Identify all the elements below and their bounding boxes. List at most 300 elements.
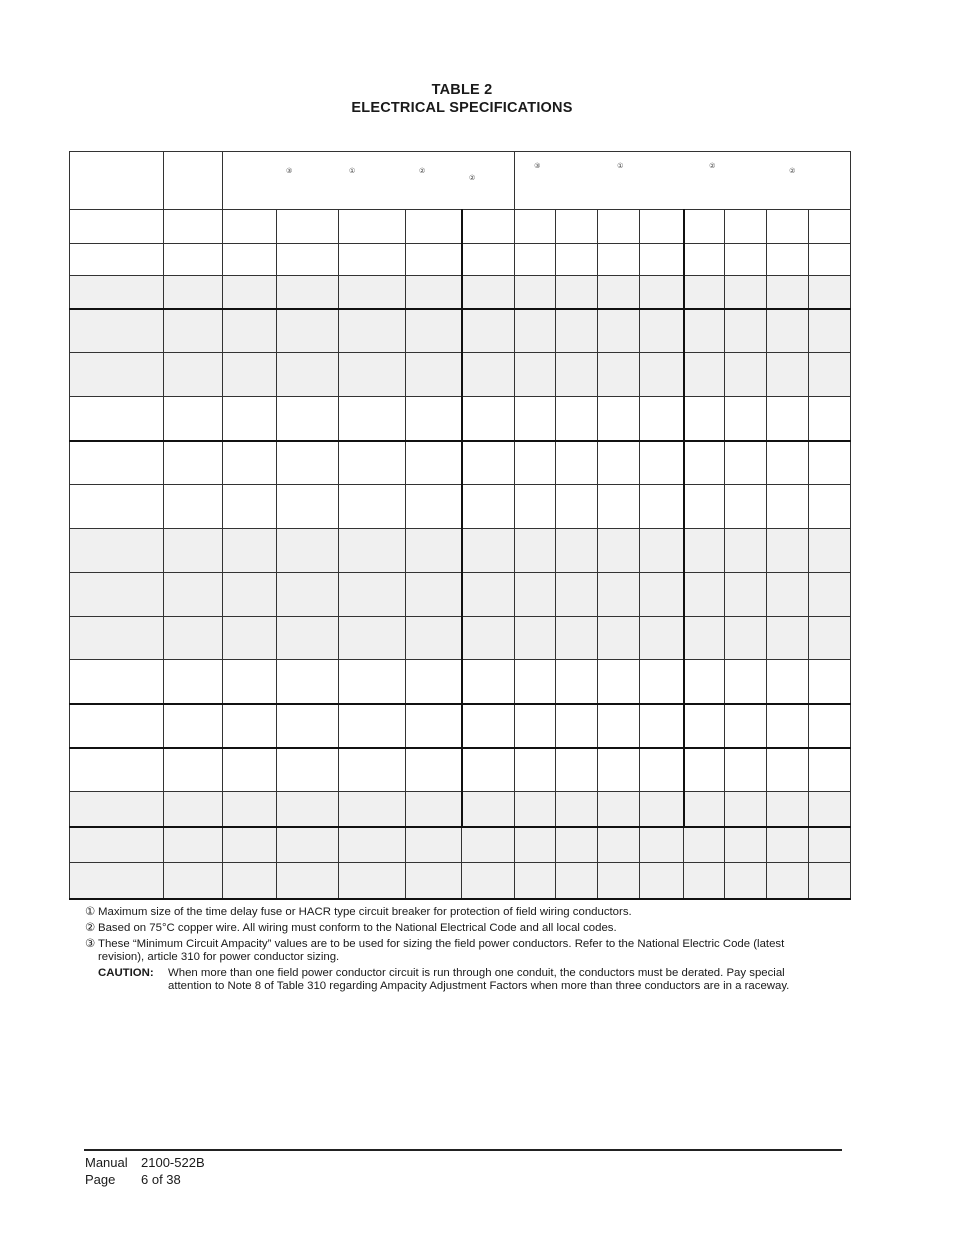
table-cell xyxy=(223,210,277,243)
table-cell xyxy=(339,572,406,616)
table-cell xyxy=(725,441,767,485)
table-label: TABLE 2 xyxy=(431,82,493,98)
footnote-marker: ③ xyxy=(534,162,541,170)
table-cell xyxy=(515,309,556,353)
table-cell xyxy=(339,243,406,275)
table-cell xyxy=(598,309,640,353)
table-cell xyxy=(223,485,277,529)
table-row xyxy=(70,704,851,748)
table-cell xyxy=(684,572,725,616)
table-cell xyxy=(462,485,515,529)
header-cell-model xyxy=(70,152,164,210)
footnote-marker: ① xyxy=(349,167,356,175)
table-cell xyxy=(70,704,164,748)
table-cell xyxy=(70,397,164,441)
table-cell xyxy=(809,827,851,862)
table-cell xyxy=(809,397,851,441)
table-cell xyxy=(70,485,164,529)
table-cell xyxy=(462,243,515,275)
table-cell xyxy=(277,309,339,353)
table-cell xyxy=(640,276,684,309)
table-cell xyxy=(515,485,556,529)
table-cell xyxy=(223,862,277,899)
table-cell xyxy=(406,309,462,353)
table-cell xyxy=(684,353,725,397)
table-cell xyxy=(515,660,556,704)
table-cell xyxy=(406,862,462,899)
table-row xyxy=(70,862,851,899)
table-cell xyxy=(339,210,406,243)
table-cell xyxy=(809,528,851,572)
table-cell xyxy=(684,309,725,353)
table-cell xyxy=(640,353,684,397)
table-cell xyxy=(598,616,640,660)
table-cell xyxy=(70,353,164,397)
table-cell xyxy=(684,243,725,275)
table-row xyxy=(70,528,851,572)
table-cell xyxy=(223,243,277,275)
table-cell xyxy=(164,748,223,792)
table-cell xyxy=(556,827,598,862)
table-cell xyxy=(462,616,515,660)
table-cell xyxy=(462,276,515,309)
caution-label: CAUTION: xyxy=(98,966,154,979)
table-cell xyxy=(598,572,640,616)
table-row xyxy=(70,791,851,826)
table-row xyxy=(70,660,851,704)
table-cell xyxy=(556,397,598,441)
table-cell xyxy=(406,572,462,616)
table-cell xyxy=(598,660,640,704)
table-cell xyxy=(598,276,640,309)
table-cell xyxy=(725,397,767,441)
table-row xyxy=(70,397,851,441)
table-cell xyxy=(223,827,277,862)
table-row xyxy=(70,210,851,243)
table-cell xyxy=(164,572,223,616)
table-cell xyxy=(406,791,462,826)
table-cell xyxy=(515,704,556,748)
table-cell xyxy=(339,827,406,862)
table-cell xyxy=(515,791,556,826)
table-cell xyxy=(223,791,277,826)
table-cell xyxy=(725,485,767,529)
table-cell xyxy=(725,276,767,309)
table-cell xyxy=(725,572,767,616)
table-cell xyxy=(556,243,598,275)
table-cell xyxy=(684,791,725,826)
table-cell xyxy=(767,748,809,792)
table-cell xyxy=(556,791,598,826)
footnote-marker: ② xyxy=(789,167,796,175)
table-cell xyxy=(223,748,277,792)
table-cell xyxy=(725,791,767,826)
table-cell xyxy=(462,827,515,862)
table-cell xyxy=(684,748,725,792)
table-cell xyxy=(598,827,640,862)
table-cell xyxy=(462,862,515,899)
table-cell xyxy=(406,210,462,243)
table-cell xyxy=(406,528,462,572)
table-row xyxy=(70,572,851,616)
table-cell xyxy=(277,210,339,243)
table-cell xyxy=(277,572,339,616)
table-heading xyxy=(0,82,924,117)
table-cell xyxy=(725,748,767,792)
table-cell xyxy=(725,353,767,397)
table-cell xyxy=(809,704,851,748)
table-cell xyxy=(640,704,684,748)
table-cell xyxy=(164,309,223,353)
table-cell xyxy=(339,397,406,441)
table-cell xyxy=(70,528,164,572)
table-cell xyxy=(684,704,725,748)
table-cell xyxy=(809,616,851,660)
table-cell xyxy=(515,827,556,862)
table-cell xyxy=(809,353,851,397)
table-cell xyxy=(462,660,515,704)
table-cell xyxy=(684,616,725,660)
table-cell xyxy=(339,309,406,353)
table-cell xyxy=(684,862,725,899)
table-cell xyxy=(556,572,598,616)
table-cell xyxy=(725,660,767,704)
table-row xyxy=(70,827,851,862)
manual-number: 2100-522B xyxy=(141,1155,205,1170)
table-cell xyxy=(767,827,809,862)
table-cell xyxy=(684,485,725,529)
table-cell xyxy=(556,616,598,660)
footnote-text: These “Minimum Circuit Ampacity” values are to be used for sizing the field power conductors. Refer to the National Electric Code (latest revision), article 310 for power conductor sizing. xyxy=(98,937,785,963)
table-cell xyxy=(556,309,598,353)
header-cell-rated-volts xyxy=(164,152,223,210)
header-group-single-circuit xyxy=(223,152,515,210)
table-cell xyxy=(556,441,598,485)
table-cell xyxy=(339,441,406,485)
table-cell xyxy=(767,572,809,616)
electrical-specifications-table xyxy=(69,151,851,900)
table-cell xyxy=(70,827,164,862)
table-cell xyxy=(515,862,556,899)
footer-page-line xyxy=(85,1171,205,1188)
table-cell xyxy=(164,704,223,748)
table-cell xyxy=(725,210,767,243)
footnotes xyxy=(85,906,830,993)
table-cell xyxy=(70,862,164,899)
table-cell xyxy=(767,528,809,572)
table-cell xyxy=(556,528,598,572)
table-cell xyxy=(277,791,339,826)
table-cell xyxy=(767,353,809,397)
footer-divider xyxy=(84,1149,842,1151)
table-cell xyxy=(406,397,462,441)
table-cell xyxy=(515,243,556,275)
table-cell xyxy=(339,660,406,704)
table-cell xyxy=(767,862,809,899)
table-row xyxy=(70,748,851,792)
table-cell xyxy=(339,748,406,792)
table-cell xyxy=(462,572,515,616)
table-cell xyxy=(684,441,725,485)
table-cell xyxy=(640,616,684,660)
table-cell xyxy=(277,528,339,572)
table-cell xyxy=(339,528,406,572)
table-cell xyxy=(640,572,684,616)
table-cell xyxy=(406,827,462,862)
table-cell xyxy=(164,791,223,826)
table-cell xyxy=(809,791,851,826)
footnote-2 xyxy=(85,922,830,935)
footer-manual-line xyxy=(85,1154,205,1171)
table-header-row xyxy=(70,152,851,210)
table-cell xyxy=(767,616,809,660)
table-cell xyxy=(223,528,277,572)
table-cell xyxy=(223,660,277,704)
table-cell xyxy=(556,210,598,243)
table-cell xyxy=(164,616,223,660)
table-cell xyxy=(339,791,406,826)
table-cell xyxy=(70,210,164,243)
table-cell xyxy=(515,572,556,616)
table-cell xyxy=(223,353,277,397)
table-cell xyxy=(809,748,851,792)
table-cell xyxy=(223,704,277,748)
table-cell xyxy=(556,748,598,792)
table-row xyxy=(70,485,851,529)
table-cell xyxy=(515,616,556,660)
table-cell xyxy=(809,485,851,529)
table-row xyxy=(70,353,851,397)
table-cell xyxy=(339,353,406,397)
table-cell xyxy=(809,276,851,309)
footnote-marker: ③ xyxy=(85,937,96,950)
table-cell xyxy=(164,862,223,899)
table-cell xyxy=(598,397,640,441)
table-cell xyxy=(640,309,684,353)
table-cell xyxy=(70,660,164,704)
table-cell xyxy=(462,210,515,243)
table-cell xyxy=(406,660,462,704)
table-cell xyxy=(462,528,515,572)
table-cell xyxy=(70,243,164,275)
table-cell xyxy=(406,748,462,792)
table-cell xyxy=(406,616,462,660)
table-cell xyxy=(640,827,684,862)
table-cell xyxy=(767,791,809,826)
table-cell xyxy=(809,862,851,899)
table-cell xyxy=(277,441,339,485)
table-cell xyxy=(164,485,223,529)
table-cell xyxy=(598,353,640,397)
footnote-marker: ② xyxy=(469,174,476,182)
footnote-marker: ① xyxy=(617,162,624,170)
table-cell xyxy=(164,276,223,309)
table-cell xyxy=(725,309,767,353)
table-cell xyxy=(164,243,223,275)
table-cell xyxy=(556,862,598,899)
table-cell xyxy=(809,441,851,485)
footnote-text: Based on 75°C copper wire. All wiring must conform to the National Electrical Code and all local codes. xyxy=(98,921,617,934)
table-cell xyxy=(277,748,339,792)
table-cell xyxy=(223,397,277,441)
table-cell xyxy=(767,485,809,529)
table-cell xyxy=(277,616,339,660)
table-cell xyxy=(515,441,556,485)
table-cell xyxy=(277,276,339,309)
table-cell xyxy=(640,485,684,529)
table-row xyxy=(70,309,851,353)
table-cell xyxy=(406,441,462,485)
table-cell xyxy=(515,748,556,792)
table-row xyxy=(70,616,851,660)
table-cell xyxy=(640,441,684,485)
table-cell xyxy=(640,210,684,243)
header-group-dual-circuit xyxy=(515,152,851,210)
table-cell xyxy=(70,309,164,353)
table-cell xyxy=(725,528,767,572)
table-cell xyxy=(556,485,598,529)
table-cell xyxy=(640,243,684,275)
table-cell xyxy=(277,704,339,748)
table-cell xyxy=(556,704,598,748)
table-cell xyxy=(223,276,277,309)
footnote-marker: ① xyxy=(85,906,96,918)
table-cell xyxy=(462,309,515,353)
table-cell xyxy=(684,276,725,309)
table-cell xyxy=(684,397,725,441)
table-cell xyxy=(277,827,339,862)
table-cell xyxy=(598,243,640,275)
table-cell xyxy=(556,276,598,309)
table-cell xyxy=(277,660,339,704)
table-cell xyxy=(406,704,462,748)
table-title: ELECTRICAL SPECIFICATIONS xyxy=(351,99,573,116)
table-cell xyxy=(70,572,164,616)
footnote-3 xyxy=(85,938,830,964)
table-cell xyxy=(725,704,767,748)
table-cell xyxy=(164,441,223,485)
table-cell xyxy=(767,309,809,353)
table-cell xyxy=(277,862,339,899)
table-cell xyxy=(164,397,223,441)
table-cell xyxy=(767,704,809,748)
table-cell xyxy=(70,616,164,660)
table-cell xyxy=(767,441,809,485)
table-cell xyxy=(339,485,406,529)
table-cell xyxy=(462,397,515,441)
table-cell xyxy=(462,748,515,792)
caution-text: When more than one field power conductor circuit is run through one conduit, the conductors must be derated. Pay special attention to Note 8 of Table 310 regarding Ampacity Adjustment Factors when more than three conductors are in a raceway. xyxy=(168,966,790,992)
table-cell xyxy=(598,441,640,485)
table-cell xyxy=(556,660,598,704)
table-cell xyxy=(462,441,515,485)
table-cell xyxy=(406,276,462,309)
footnote-marker: ② xyxy=(709,162,716,170)
table-cell xyxy=(809,243,851,275)
table-cell xyxy=(809,572,851,616)
table-cell xyxy=(339,616,406,660)
table-cell xyxy=(598,862,640,899)
table-cell xyxy=(598,485,640,529)
table-cell xyxy=(725,862,767,899)
table-cell xyxy=(223,309,277,353)
table-cell xyxy=(515,276,556,309)
table-cell xyxy=(640,528,684,572)
table-cell xyxy=(277,485,339,529)
table-cell xyxy=(767,276,809,309)
table-row xyxy=(70,441,851,485)
table-cell xyxy=(462,704,515,748)
table-cell xyxy=(598,528,640,572)
table-cell xyxy=(684,827,725,862)
table-cell xyxy=(598,210,640,243)
table-row xyxy=(70,276,851,309)
table-cell xyxy=(684,210,725,243)
table-cell xyxy=(462,791,515,826)
table-cell xyxy=(767,243,809,275)
table-cell xyxy=(339,704,406,748)
table-cell xyxy=(640,862,684,899)
table-cell xyxy=(640,791,684,826)
table-cell xyxy=(640,397,684,441)
table-cell xyxy=(277,397,339,441)
table-cell xyxy=(640,748,684,792)
table-cell xyxy=(406,485,462,529)
table-cell xyxy=(515,210,556,243)
table-cell xyxy=(809,309,851,353)
table-cell xyxy=(809,660,851,704)
footnote-marker: ② xyxy=(419,167,426,175)
footnote-marker: ② xyxy=(85,921,96,934)
table-cell xyxy=(462,353,515,397)
table-cell xyxy=(725,243,767,275)
table-cell xyxy=(339,862,406,899)
table-cell xyxy=(598,791,640,826)
table-cell xyxy=(164,353,223,397)
table-cell xyxy=(70,441,164,485)
table-cell xyxy=(767,660,809,704)
table-cell xyxy=(164,528,223,572)
table-cell xyxy=(598,748,640,792)
table-cell xyxy=(223,616,277,660)
table-cell xyxy=(598,704,640,748)
table-cell xyxy=(70,748,164,792)
table-cell xyxy=(515,353,556,397)
table-cell xyxy=(767,397,809,441)
table-cell xyxy=(556,353,598,397)
table-cell xyxy=(640,660,684,704)
footnote-marker: ③ xyxy=(286,167,293,175)
table-cell xyxy=(515,397,556,441)
table-cell xyxy=(515,528,556,572)
table-cell xyxy=(339,276,406,309)
table-cell xyxy=(70,791,164,826)
table-cell xyxy=(725,616,767,660)
page-number: 6 of 38 xyxy=(141,1172,181,1187)
manual-label: Manual xyxy=(85,1155,128,1170)
table-cell xyxy=(164,210,223,243)
page-label: Page xyxy=(85,1172,116,1187)
table-cell xyxy=(223,572,277,616)
table-row xyxy=(70,243,851,275)
table-cell xyxy=(277,243,339,275)
footnote-text: Maximum size of the time delay fuse or HACR type circuit breaker for protection of field wiring conductors. xyxy=(98,906,632,918)
table-cell xyxy=(164,827,223,862)
table-cell xyxy=(223,441,277,485)
table-cell xyxy=(725,827,767,862)
table-cell xyxy=(164,660,223,704)
table-cell xyxy=(809,210,851,243)
